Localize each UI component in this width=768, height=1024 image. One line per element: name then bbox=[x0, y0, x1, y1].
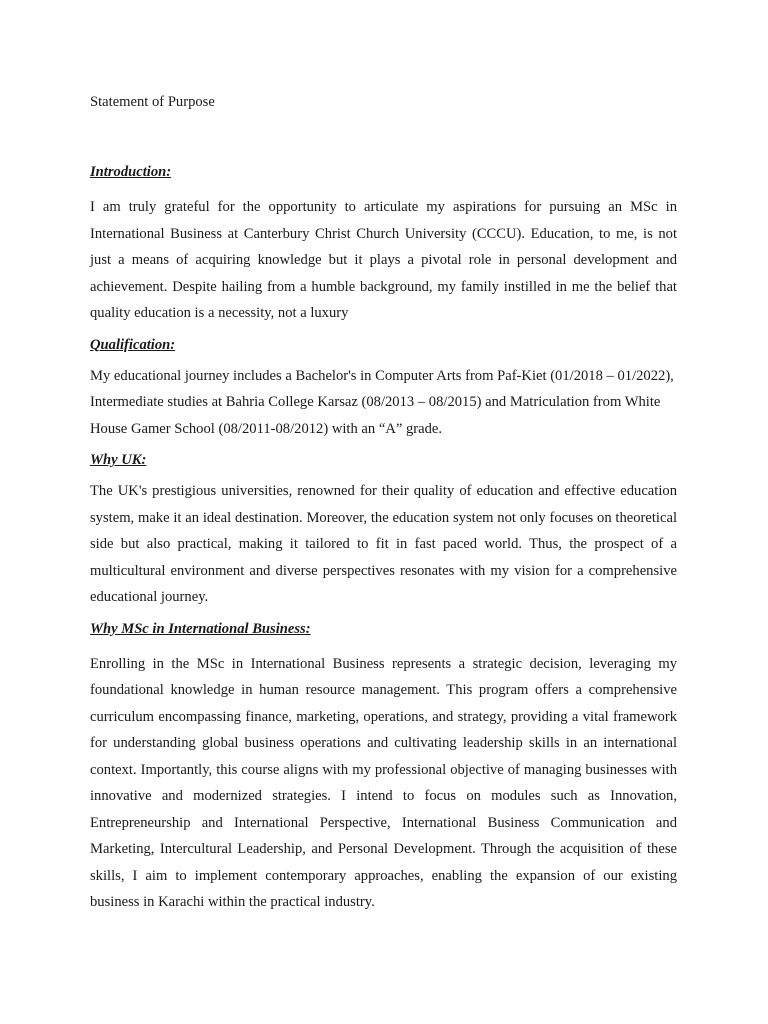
paragraph-qualification: My educational journey includes a Bachelor's in Computer Arts from Paf-Kiet (01/2018 – 01/2022), Intermediate studies at Bahria College Karsaz (08/2013 – 08/2015) and Matriculation from White House Gamer School (08/2011-08/2012) with an “A” grade. bbox=[90, 367, 674, 437]
heading-why-uk: Why UK: bbox=[90, 452, 147, 468]
document-page bbox=[90, 91, 677, 916]
heading-qualification: Qualification: bbox=[90, 336, 176, 353]
document-title: Statement of Purpose bbox=[90, 94, 215, 110]
heading-introduction: Introduction: bbox=[90, 164, 172, 180]
paragraph-why-uk: The UK's prestigious universities, renowned for their quality of education and effective education system, make it an ideal destination. Moreover, the education system not only focuses on theoretical side but also practical, making it tailored to fit in fast paced world. Thus, the prospect of a multicultural environment and diverse perspectives resonates with my vision for a comprehensive educational journey. bbox=[90, 483, 677, 605]
paragraph-why-msc: Enrolling in the MSc in International Business represents a strategic decision, leveraging my foundational knowledge in human resource management. This program offers a comprehensive curriculum encompassing finance, marketing, operations, and strategy, providing a vital framework for understanding global business operations and cultivating leadership skills in an international context. Importantly, this course aligns with my professional objective of managing businesses with innovative and modernized strategies. I intend to focus on modules such as Innovation, Entrepreneurship and International Perspective, International Business Communication and Marketing, Intercultural Leadership, and Personal Development. Through the acquisition of these skills, I aim to implement contemporary approaches, enabling the expansion of our existing business in Karachi within the practical industry. bbox=[90, 655, 677, 910]
paragraph-introduction: I am truly grateful for the opportunity to articulate my aspirations for pursuing an MSc in International Business at Canterbury Christ Church University (CCCU). Education, to me, is not just a means of acquiring knowledge but it plays a pivotal role in personal development and achievement. Despite hailing from a humble background, my family instilled in me the belief that quality education is a necessity, not a luxury bbox=[90, 199, 677, 321]
heading-why-msc: Why MSc in International Business: bbox=[90, 620, 311, 637]
